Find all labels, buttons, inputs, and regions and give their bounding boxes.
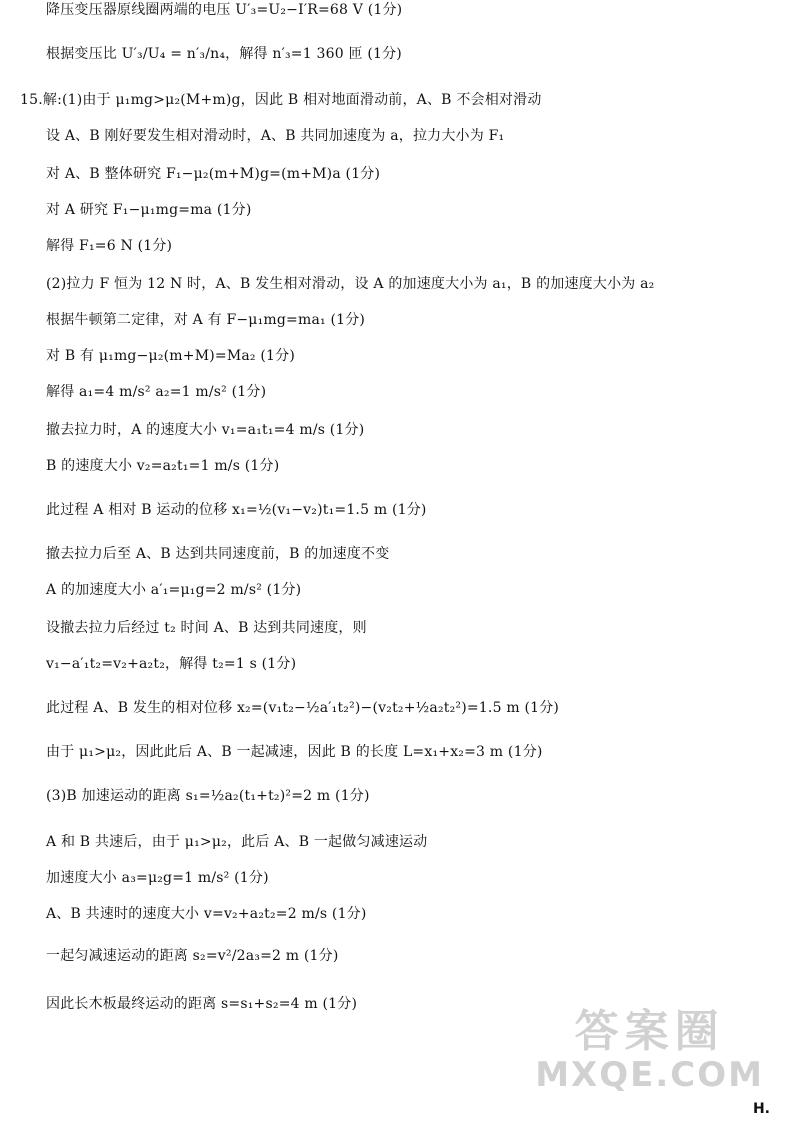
answer-line-23: 加速度大小 a₃=μ₂g=1 m/s² (1分) [46, 870, 269, 886]
answer-line-22: A 和 B 共速后，由于 μ₁>μ₂，此后 A、B 一起做匀减速运动 [46, 834, 428, 850]
answer-line-6: 对 A 研究 F₁−μ₁mg=ma (1分) [46, 202, 252, 218]
answer-line-13: B 的速度大小 v₂=a₂t₁=1 m/s (1分) [46, 458, 280, 474]
watermark-logo [535, 995, 764, 1095]
answer-line-9: 根据牛顿第二定律，对 A 有 F−μ₁mg=ma₁ (1分) [46, 312, 366, 328]
answer-line-25: 一起匀减速运动的距离 s₂=v²/2a₃=2 m (1分) [46, 948, 339, 964]
answer-line-18: v₁−a′₁t₂=v₂+a₂t₂，解得 t₂=1 s (1分) [46, 656, 297, 672]
watermark-top-text: 答案圈 [574, 1006, 725, 1057]
question-15-heading: 15.解:(1)由于 μ₁mg>μ₂(M+m)g，因此 B 相对地面滑动前，A、B 不会相对滑动 [20, 92, 542, 108]
answer-line-12: 撤去拉力时，A 的速度大小 v₁=a₁t₁=4 m/s (1分) [46, 422, 365, 438]
answer-line-2: 根据变压比 U′₃/U₄ = n′₃/n₄，解得 n′₃=1 360 匝 (1分) [46, 46, 402, 62]
answer-line-16: A 的加速度大小 a′₁=μ₁g=2 m/s² (1分) [46, 582, 302, 598]
watermark-bottom-text: MXQE.COM [535, 1055, 764, 1095]
answer-line-19: 此过程 A、B 发生的相对位移 x₂=(v₁t₂−½a′₁t₂²)−(v₂t₂+½a₂t₂²)=1.5 m (1分) [46, 700, 560, 716]
answer-line-20: 由于 μ₁>μ₂，因此此后 A、B 一起减速，因此 B 的长度 L=x₁+x₂=3 m (1分) [46, 744, 543, 760]
answer-line-26: 因此长木板最终运动的距离 s=s₁+s₂=4 m (1分) [46, 996, 358, 1012]
answer-line-10: 对 B 有 μ₁mg−μ₂(m+M)=Ma₂ (1分) [46, 348, 295, 364]
answer-line-7: 解得 F₁=6 N (1分) [46, 238, 173, 254]
answer-line-8: (2)拉力 F 恒为 12 N 时，A、B 发生相对滑动，设 A 的加速度大小为 a₁，B 的加速度大小为 a₂ [46, 276, 655, 292]
answer-line-17: 设撤去拉力后经过 t₂ 时间 A、B 达到共同速度，则 [46, 620, 367, 636]
answer-line-11: 解得 a₁=4 m/s² a₂=1 m/s² (1分) [46, 384, 267, 400]
answer-line-5: 对 A、B 整体研究 F₁−μ₂(m+M)g=(m+M)a (1分) [46, 166, 381, 182]
answer-line-4: 设 A、B 刚好要发生相对滑动时，A、B 共同加速度为 a，拉力大小为 F₁ [46, 128, 505, 144]
answer-line-15: 撤去拉力后至 A、B 达到共同速度前，B 的加速度不变 [46, 546, 390, 562]
answer-line-14: 此过程 A 相对 B 运动的位移 x₁=½(v₁−v₂)t₁=1.5 m (1分) [46, 502, 427, 518]
answer-line-1: 降压变压器原线圈两端的电压 U′₃=U₂−I′R=68 V (1分) [46, 2, 403, 18]
page-number: H. [752, 1101, 770, 1117]
answer-line-21: (3)B 加速运动的距离 s₁=½a₂(t₁+t₂)²=2 m (1分) [46, 788, 370, 804]
answer-line-24: A、B 共速时的速度大小 v=v₂+a₂t₂=2 m/s (1分) [46, 906, 367, 922]
